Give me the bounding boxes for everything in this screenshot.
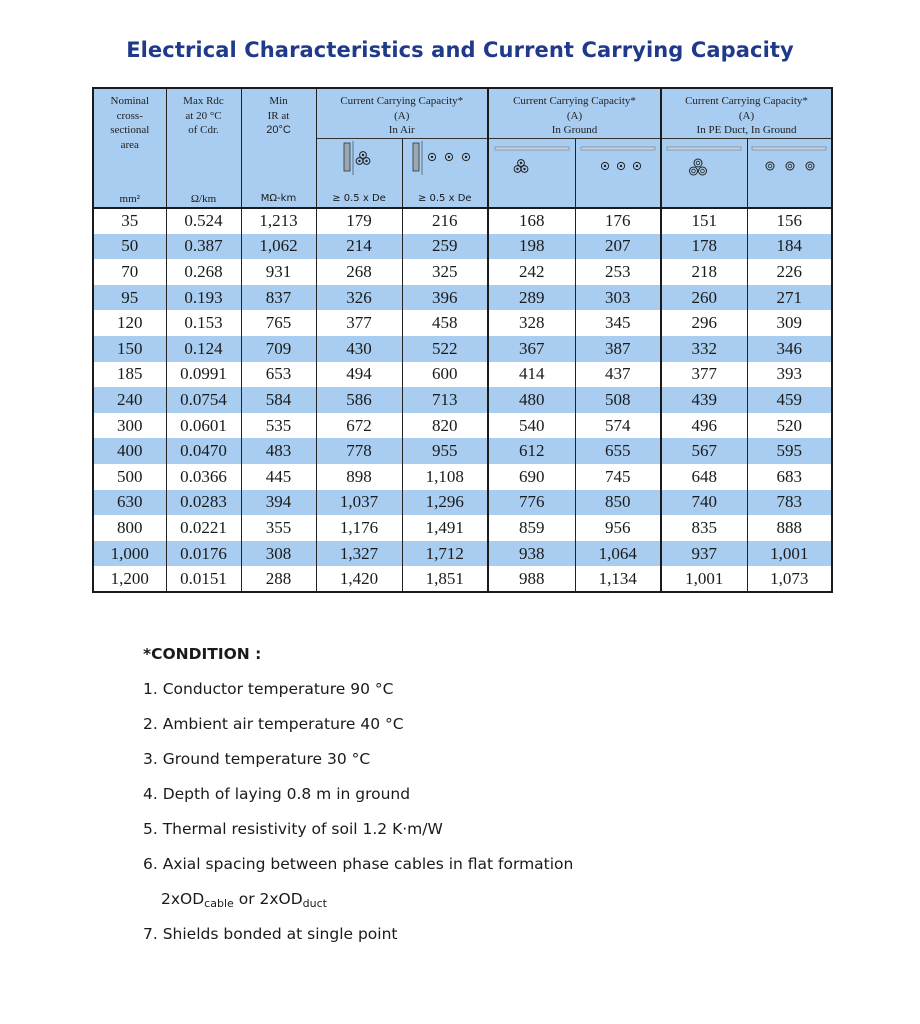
table-cell: 156 — [747, 208, 832, 234]
table-cell: 888 — [747, 515, 832, 541]
table-cell: 0.124 — [166, 336, 241, 362]
header-capacity-in-air: Current Carrying Capacity* (A) In Air — [316, 88, 488, 138]
condition-item: 4. Depth of laying 0.8 m in ground — [143, 785, 411, 803]
table-cell: 151 — [661, 208, 747, 234]
table-cell: 0.387 — [166, 234, 241, 260]
table-cell: 0.0283 — [166, 490, 241, 516]
table-cell: 345 — [575, 310, 661, 336]
table-cell: 377 — [661, 362, 747, 388]
table-cell: 508 — [575, 387, 661, 413]
table-cell: 1,108 — [402, 464, 488, 490]
table-cell: 1,712 — [402, 541, 488, 567]
table-cell: 612 — [488, 438, 575, 464]
table-cell: 332 — [661, 336, 747, 362]
table-cell: 414 — [488, 362, 575, 388]
condition-spacing-formula: 2xOD$_{cable}$ or 2xOD$_{duct}$ — [161, 890, 327, 910]
flat-duct-icon — [747, 138, 832, 190]
condition-item: 1. Conductor temperature 90 °C — [143, 680, 394, 698]
table-cell: 396 — [402, 285, 488, 311]
page-title: Electrical Characteristics and Current Carrying Capacity — [126, 38, 794, 62]
table-cell: 988 — [488, 566, 575, 592]
table-cell: 1,062 — [241, 234, 316, 260]
flat-air-icon — [402, 138, 488, 190]
header-max-rdc: Max Rdc at 20 °C of Cdr. — [166, 88, 241, 190]
flat-ground-icon — [575, 138, 661, 190]
table-cell: 198 — [488, 234, 575, 260]
table-cell: 326 — [316, 285, 402, 311]
table-row — [93, 310, 832, 336]
table-cell: 820 — [402, 413, 488, 439]
table-cell: 458 — [402, 310, 488, 336]
table-cell: 931 — [241, 259, 316, 285]
table-cell: 308 — [241, 541, 316, 567]
unit-rdc: Ω/km — [166, 190, 241, 208]
table-cell: 296 — [661, 310, 747, 336]
table-row — [93, 208, 832, 234]
electrical-characteristics-table — [92, 87, 833, 593]
table-row — [93, 387, 832, 413]
table-cell: 672 — [316, 413, 402, 439]
table-cell: 600 — [402, 362, 488, 388]
conditions-heading: *CONDITION : — [143, 645, 262, 663]
unit-ir: MΩ-km — [241, 190, 316, 208]
table-cell: 207 — [575, 234, 661, 260]
table-cell: 0.193 — [166, 285, 241, 311]
table-cell: 745 — [575, 464, 661, 490]
table-cell: 837 — [241, 285, 316, 311]
condition-item: 7. Shields bonded at single point — [143, 925, 398, 943]
table-cell: 0.0754 — [166, 387, 241, 413]
table-cell: 437 — [575, 362, 661, 388]
table-cell: 709 — [241, 336, 316, 362]
table-cell: 567 — [661, 438, 747, 464]
table-cell: 300 — [93, 413, 166, 439]
trefoil-air-icon — [316, 138, 402, 190]
table-row — [93, 259, 832, 285]
table-cell: 271 — [747, 285, 832, 311]
table-cell: 95 — [93, 285, 166, 311]
table-row — [93, 438, 832, 464]
header-nominal-area: Nominal cross- sectional area — [93, 88, 166, 190]
table-cell: 898 — [316, 464, 402, 490]
table-cell: 937 — [661, 541, 747, 567]
header-capacity-in-duct: Current Carrying Capacity* (A) In PE Duct, In Ground — [661, 88, 832, 138]
unit-air-flat-spacing: ≥ 0.5 x De — [402, 190, 488, 208]
table-cell: 850 — [575, 490, 661, 516]
table-cell: 394 — [241, 490, 316, 516]
table-cell: 955 — [402, 438, 488, 464]
table-cell: 325 — [402, 259, 488, 285]
table-cell: 35 — [93, 208, 166, 234]
table-cell: 0.153 — [166, 310, 241, 336]
table-cell: 50 — [93, 234, 166, 260]
condition-item: 2. Ambient air temperature 40 °C — [143, 715, 404, 733]
table-row — [93, 413, 832, 439]
table-cell: 445 — [241, 464, 316, 490]
table-row — [93, 490, 832, 516]
table-row — [93, 541, 832, 567]
table-cell: 480 — [488, 387, 575, 413]
table-cell: 1,200 — [93, 566, 166, 592]
table-cell: 150 — [93, 336, 166, 362]
table-cell: 377 — [316, 310, 402, 336]
table-cell: 522 — [402, 336, 488, 362]
table-cell: 176 — [575, 208, 661, 234]
header-min-ir: Min IR at 20°C — [241, 88, 316, 190]
table-row — [93, 336, 832, 362]
table-cell: 367 — [488, 336, 575, 362]
table-cell: 226 — [747, 259, 832, 285]
table-cell: 1,327 — [316, 541, 402, 567]
table-cell: 185 — [93, 362, 166, 388]
table-body — [93, 208, 832, 592]
table-cell: 956 — [575, 515, 661, 541]
table-cell: 1,491 — [402, 515, 488, 541]
table-cell: 439 — [661, 387, 747, 413]
table-cell: 178 — [661, 234, 747, 260]
table-cell: 240 — [93, 387, 166, 413]
table-cell: 520 — [747, 413, 832, 439]
conditions-section — [143, 645, 573, 959]
table-cell: 309 — [747, 310, 832, 336]
table-cell: 0.0366 — [166, 464, 241, 490]
table-row — [93, 234, 832, 260]
table-cell: 218 — [661, 259, 747, 285]
table-cell: 179 — [316, 208, 402, 234]
table-cell: 0.0221 — [166, 515, 241, 541]
table-row — [93, 362, 832, 388]
table-cell: 0.0470 — [166, 438, 241, 464]
table-cell: 1,001 — [747, 541, 832, 567]
table-cell: 595 — [747, 438, 832, 464]
table-cell: 430 — [316, 336, 402, 362]
table-cell: 259 — [402, 234, 488, 260]
table-cell: 776 — [488, 490, 575, 516]
table-cell: 70 — [93, 259, 166, 285]
table-cell: 0.0991 — [166, 362, 241, 388]
table-cell: 800 — [93, 515, 166, 541]
table-cell: 778 — [316, 438, 402, 464]
header-capacity-in-ground: Current Carrying Capacity* (A) In Ground — [488, 88, 661, 138]
table-cell: 740 — [661, 490, 747, 516]
table-cell: 168 — [488, 208, 575, 234]
condition-item: 6. Axial spacing between phase cables in flat formation — [143, 855, 574, 873]
table-cell: 630 — [93, 490, 166, 516]
table-row — [93, 464, 832, 490]
table-cell: 1,000 — [93, 541, 166, 567]
table-cell: 1,037 — [316, 490, 402, 516]
table-cell: 859 — [488, 515, 575, 541]
table-cell: 1,296 — [402, 490, 488, 516]
table-cell: 459 — [747, 387, 832, 413]
table-cell: 1,073 — [747, 566, 832, 592]
table-cell: 214 — [316, 234, 402, 260]
table-cell: 496 — [661, 413, 747, 439]
table-cell: 1,176 — [316, 515, 402, 541]
table-cell: 0.268 — [166, 259, 241, 285]
table-cell: 586 — [316, 387, 402, 413]
table-cell: 216 — [402, 208, 488, 234]
table-cell: 1,851 — [402, 566, 488, 592]
table-cell: 393 — [747, 362, 832, 388]
table-cell: 387 — [575, 336, 661, 362]
condition-item: 5. Thermal resistivity of soil 1.2 K·m/W — [143, 820, 443, 838]
table-cell: 400 — [93, 438, 166, 464]
table-cell: 1,064 — [575, 541, 661, 567]
table-cell: 483 — [241, 438, 316, 464]
table-cell: 1,134 — [575, 566, 661, 592]
table-cell: 355 — [241, 515, 316, 541]
table-cell: 1,420 — [316, 566, 402, 592]
table-cell: 346 — [747, 336, 832, 362]
table-cell: 540 — [488, 413, 575, 439]
trefoil-duct-icon — [661, 138, 747, 190]
table-row — [93, 566, 832, 592]
table-cell: 288 — [241, 566, 316, 592]
trefoil-ground-icon — [488, 138, 575, 190]
table-cell: 713 — [402, 387, 488, 413]
table-cell: 648 — [661, 464, 747, 490]
table-cell: 0.0176 — [166, 541, 241, 567]
unit-air-trefoil-spacing: ≥ 0.5 x De — [316, 190, 402, 208]
condition-item: 3. Ground temperature 30 °C — [143, 750, 371, 768]
table-cell: 184 — [747, 234, 832, 260]
table-cell: 938 — [488, 541, 575, 567]
table-cell: 783 — [747, 490, 832, 516]
table-cell: 268 — [316, 259, 402, 285]
table-cell: 289 — [488, 285, 575, 311]
table-cell: 535 — [241, 413, 316, 439]
table-row — [93, 515, 832, 541]
table-cell: 683 — [747, 464, 832, 490]
table-cell: 500 — [93, 464, 166, 490]
table-cell: 653 — [241, 362, 316, 388]
table-cell: 1,001 — [661, 566, 747, 592]
table-cell: 835 — [661, 515, 747, 541]
table-cell: 655 — [575, 438, 661, 464]
table-cell: 1,213 — [241, 208, 316, 234]
table-cell: 120 — [93, 310, 166, 336]
table-cell: 0.524 — [166, 208, 241, 234]
table-cell: 260 — [661, 285, 747, 311]
table-cell: 765 — [241, 310, 316, 336]
table-cell: 0.0601 — [166, 413, 241, 439]
table-cell: 0.0151 — [166, 566, 241, 592]
table-cell: 584 — [241, 387, 316, 413]
table-cell: 574 — [575, 413, 661, 439]
table-cell: 494 — [316, 362, 402, 388]
table-cell: 328 — [488, 310, 575, 336]
table-cell: 690 — [488, 464, 575, 490]
unit-area: mm² — [93, 190, 166, 208]
table-cell: 253 — [575, 259, 661, 285]
table-cell: 242 — [488, 259, 575, 285]
table-row — [93, 285, 832, 311]
table-cell: 303 — [575, 285, 661, 311]
